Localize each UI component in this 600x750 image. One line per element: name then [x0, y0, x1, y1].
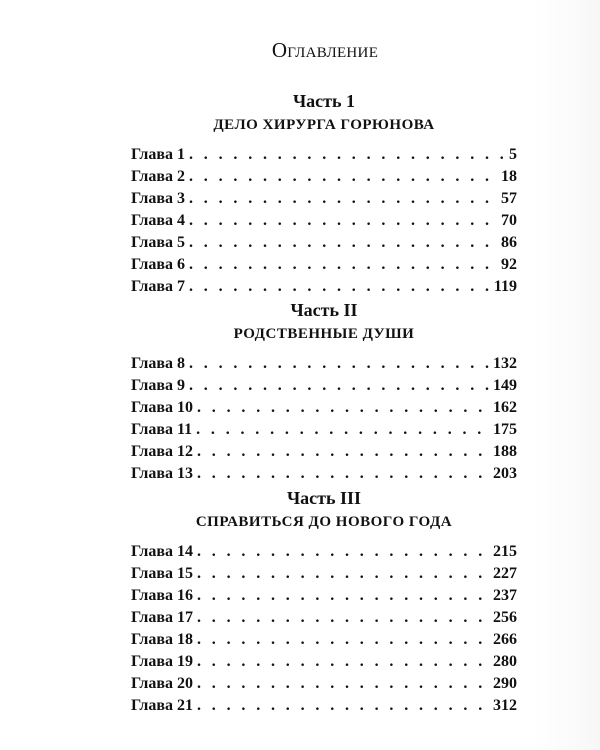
part-heading: Часть III: [286, 488, 362, 508]
chapter-page-number: 18: [501, 168, 517, 185]
chapter-entry: [131, 397, 517, 419]
chapter-entry: [131, 232, 517, 254]
chapter-label: Глава 7: [131, 278, 185, 295]
chapter-entry: [131, 375, 517, 397]
chapter-entry: [131, 463, 517, 485]
chapter-label: Глава 21: [131, 697, 193, 714]
chapter-page-number: 266: [493, 631, 517, 648]
chapter-entry: [131, 210, 517, 232]
dot-leader: [189, 254, 497, 276]
chapter-label: Глава 13: [131, 465, 193, 482]
part-subtitle: РОДСТВЕННЫЕ ДУШИ: [233, 326, 415, 342]
chapter-entry: [131, 629, 517, 651]
dot-leader: [197, 585, 489, 607]
chapter-page-number: 215: [493, 543, 517, 560]
part-1: [131, 89, 517, 298]
chapter-label: Глава 16: [131, 587, 193, 604]
dot-leader: [189, 353, 489, 375]
chapter-page-number: 57: [501, 190, 517, 207]
dot-leader: [197, 673, 489, 695]
chapter-entry: [131, 563, 517, 585]
chapter-entry: [131, 419, 517, 441]
chapter-page-number: 132: [493, 355, 517, 372]
chapter-label: Глава 11: [131, 421, 193, 438]
dot-leader: [189, 144, 505, 166]
chapter-entry: [131, 695, 517, 717]
chapter-page-number: 149: [493, 377, 517, 394]
chapter-entry: [131, 673, 517, 695]
dot-leader: [197, 695, 489, 717]
dot-leader: [196, 419, 489, 441]
chapter-entry: [131, 188, 517, 210]
chapter-entry: [131, 585, 517, 607]
dot-leader: [197, 463, 489, 485]
chapter-label: Глава 17: [131, 609, 193, 626]
chapter-list: [131, 353, 517, 485]
chapter-label: Глава 19: [131, 653, 193, 670]
chapter-label: Глава 20: [131, 675, 193, 692]
chapter-page-number: 290: [493, 675, 517, 692]
chapter-page-number: 92: [501, 256, 517, 273]
chapter-label: Глава 2: [131, 168, 185, 185]
part-heading: Часть 1: [292, 91, 356, 111]
dot-leader: [197, 441, 489, 463]
chapter-page-number: 119: [493, 278, 517, 295]
dot-leader: [189, 232, 497, 254]
part-subtitle: ДЕЛО ХИРУРГА ГОРЮНОВА: [213, 117, 435, 133]
chapter-entry: [131, 353, 517, 375]
dot-leader: [189, 375, 489, 397]
chapter-label: Глава 9: [131, 377, 185, 394]
dot-leader: [197, 563, 489, 585]
chapter-entry: [131, 441, 517, 463]
chapter-page-number: 70: [501, 212, 517, 229]
part-heading: Часть II: [290, 300, 358, 320]
chapter-page-number: 312: [493, 697, 517, 714]
chapter-entry: [131, 166, 517, 188]
chapter-entry: [131, 541, 517, 563]
dot-leader: [189, 166, 497, 188]
toc-title: Оглавление: [271, 38, 379, 62]
chapter-label: Глава 15: [131, 565, 193, 582]
chapter-page-number: 86: [501, 234, 517, 251]
part-3: [131, 486, 517, 717]
chapter-entry: [131, 607, 517, 629]
dot-leader: [197, 541, 489, 563]
chapter-label: Глава 12: [131, 443, 193, 460]
chapter-page-number: 5: [509, 146, 517, 163]
chapter-page-number: 237: [493, 587, 517, 604]
chapter-entry: [131, 144, 517, 166]
chapter-label: Глава 10: [131, 399, 193, 416]
chapter-page-number: 227: [493, 565, 517, 582]
chapter-label: Глава 1: [131, 146, 185, 163]
chapter-label: Глава 6: [131, 256, 185, 273]
chapter-page-number: 280: [493, 653, 517, 670]
chapter-list: [131, 541, 517, 717]
chapter-entry: [131, 276, 517, 298]
chapter-page-number: 256: [493, 609, 517, 626]
part-subtitle: СПРАВИТЬСЯ ДО НОВОГО ГОДА: [195, 514, 453, 530]
chapter-page-number: 188: [493, 443, 517, 460]
chapter-label: Глава 8: [131, 355, 185, 372]
page-edge-shadow: [530, 0, 600, 750]
dot-leader: [197, 651, 489, 673]
chapter-label: Глава 18: [131, 631, 193, 648]
chapter-page-number: 162: [493, 399, 517, 416]
dot-leader: [197, 397, 489, 419]
chapter-entry: [131, 254, 517, 276]
chapter-label: Глава 4: [131, 212, 185, 229]
chapter-label: Глава 5: [131, 234, 185, 251]
dot-leader: [189, 276, 490, 298]
dot-leader: [189, 188, 497, 210]
chapter-page-number: 203: [493, 465, 517, 482]
dot-leader: [189, 210, 497, 232]
dot-leader: [197, 607, 489, 629]
chapter-label: Глава 14: [131, 543, 193, 560]
chapter-list: [131, 144, 517, 298]
part-2: [131, 298, 517, 485]
chapter-entry: [131, 651, 517, 673]
chapter-page-number: 175: [493, 421, 517, 438]
chapter-label: Глава 3: [131, 190, 185, 207]
dot-leader: [197, 629, 489, 651]
